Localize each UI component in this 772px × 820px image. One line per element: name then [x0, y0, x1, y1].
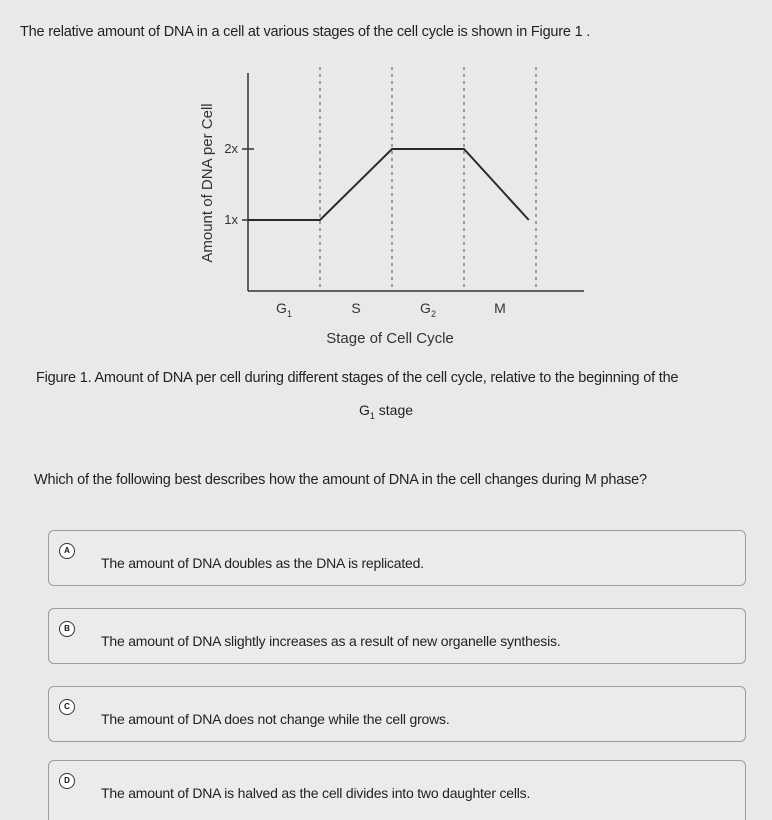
dna-figure [180, 55, 600, 355]
option-c-text: The amount of DNA does not change while the cell grows. [101, 711, 450, 727]
option-b-text: The amount of DNA slightly increases as a result of new organelle synthesis. [101, 633, 561, 649]
caption-stage-word: stage [378, 402, 414, 418]
caption-g: G [358, 402, 370, 418]
option-d-text: The amount of DNA is halved as the cell divides into two daughter cells. [101, 785, 531, 801]
caption-g-sub: 1 [369, 410, 375, 421]
y-tick-label: 1x [224, 212, 238, 227]
dna-chart [180, 55, 600, 355]
option-d-badge: D [59, 773, 75, 789]
question-text: Which of the following best describes how the amount of DNA in the cell changes during M phase? [34, 472, 647, 488]
option-c[interactable] [48, 686, 746, 742]
stage-label: M [494, 300, 506, 316]
option-a-badge: A [59, 543, 75, 559]
figure-caption-stage [0, 402, 772, 421]
x-axis-title: Stage of Cell Cycle [326, 330, 454, 347]
dna-series-line [248, 149, 529, 220]
stage-label: $G_2$ [420, 300, 436, 319]
option-a-text: The amount of DNA doubles as the DNA is replicated. [101, 555, 424, 571]
intro-text: The relative amount of DNA in a cell at various stages of the cell cycle is shown in Figure 1 . [20, 24, 591, 40]
option-b[interactable] [48, 608, 746, 664]
stage-label: $G_1$ [276, 300, 292, 319]
y-tick-label: 2x [224, 141, 238, 156]
option-b-badge: B [59, 621, 75, 637]
stage-label: S [351, 300, 361, 316]
option-c-badge: C [59, 699, 75, 715]
option-a[interactable] [48, 530, 746, 586]
y-axis-title: Amount of DNA per Cell [199, 103, 216, 263]
figure-caption: Figure 1. Amount of DNA per cell during different stages of the cell cycle, relative to the beginning of the [36, 370, 679, 386]
option-d[interactable] [48, 760, 746, 820]
